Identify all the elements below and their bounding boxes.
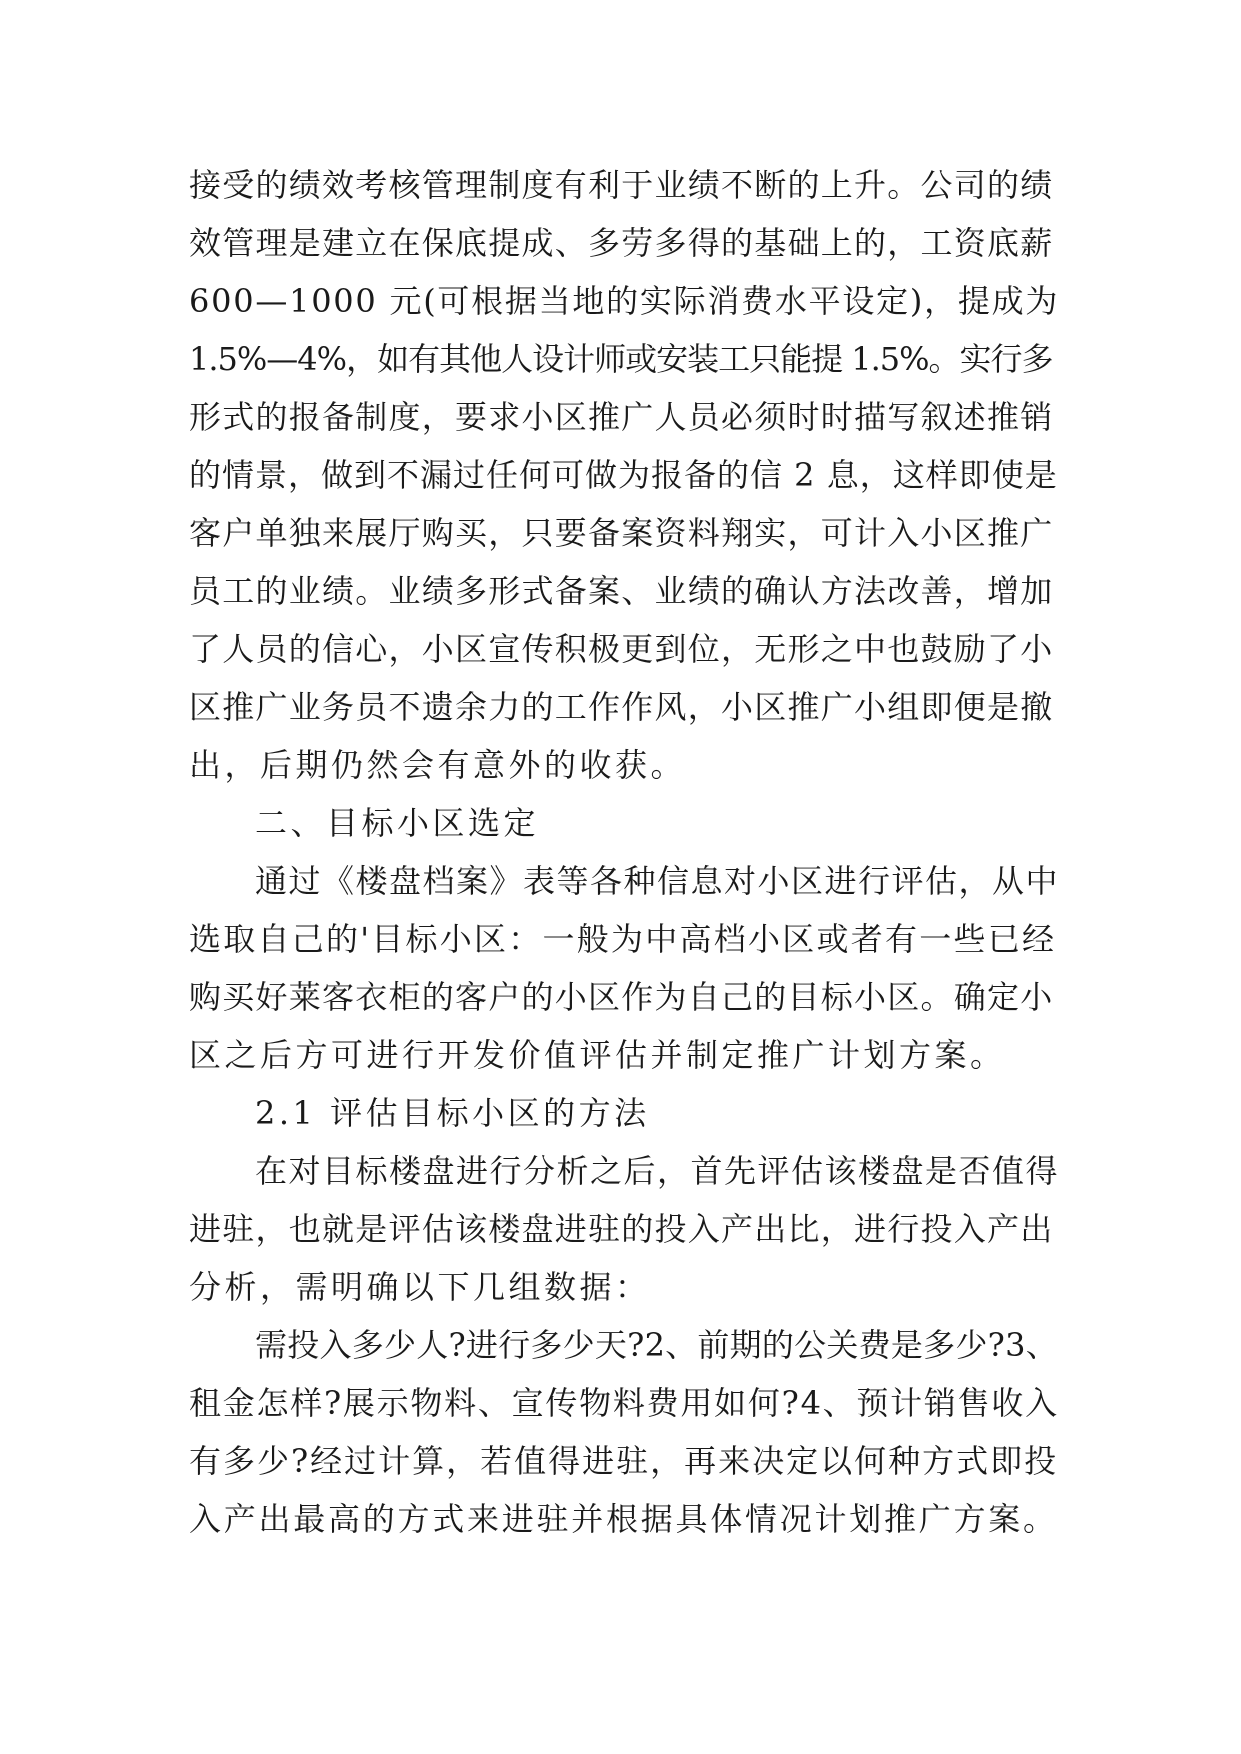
text-line: 有多少?经过计算，若值得进驻，再来决定以何种方式即投 — [189, 1442, 1059, 1480]
text-line: 形式的报备制度，要求小区推广人员必须时时描写叙述推销 — [189, 398, 1054, 436]
text-line: 的情景，做到不漏过任何可做为报备的信 2 息，这样即使是 — [189, 456, 1058, 494]
text-line: 客户单独来展厅购买，只要备案资料翔实，可计入小区推广 — [189, 514, 1054, 552]
text-line: 租金怎样?展示物料、宣传物料费用如何?4、预计销售收入 — [189, 1384, 1059, 1422]
text-line: 通过《楼盘档案》表等各种信息对小区进行评估，从中 — [255, 862, 1060, 900]
text-line: 员工的业绩。业绩多形式备案、业绩的确认方法改善，增加 — [189, 572, 1054, 610]
text-line: 进驻，也就是评估该楼盘进驻的投入产出比，进行投入产出 — [189, 1210, 1054, 1248]
text-line: 出，后期仍然会有意外的收获。 — [189, 746, 687, 784]
text-line: 二、目标小区选定 — [255, 804, 540, 842]
text-line: 600—1000 元(可根据当地的实际消费水平设定)，提成为 — [189, 282, 1060, 320]
text-line: 在对目标楼盘进行分析之后，首先评估该楼盘是否值得 — [255, 1152, 1060, 1190]
text-line: 效管理是建立在保底提成、多劳多得的基础上的，工资底薪 — [189, 224, 1054, 262]
text-line: 区之后方可进行开发价值评估并制定推广计划方案。 — [189, 1036, 1006, 1074]
text-line: 区推广业务员不遗余力的工作作风，小区推广小组即便是撤 — [189, 688, 1054, 726]
text-line: 入产出最高的方式来进驻并根据具体情况计划推广方案。 — [189, 1500, 1058, 1538]
text-line: 1.5%—4%，如有其他人设计师或安装工只能提 1.5%。实行多 — [189, 340, 1053, 378]
text-line: 分析，需明确以下几组数据： — [189, 1268, 651, 1306]
text-line: 接受的绩效考核管理制度有利于业绩不断的上升。公司的绩 — [189, 166, 1054, 204]
text-line: 需投入多少人?进行多少天?2、前期的公关费是多少?3、 — [255, 1326, 1058, 1364]
text-line: 2.1 评估目标小区的方法 — [255, 1094, 650, 1132]
text-line: 购买好莱客衣柜的客户的小区作为自己的目标小区。确定小 — [189, 978, 1054, 1016]
body-text — [189, 156, 1059, 1548]
text-line: 了人员的信心，小区宣传积极更到位，无形之中也鼓励了小 — [189, 630, 1054, 668]
text-line: 选取自己的'目标小区：一般为中高档小区或者有一些已经 — [189, 920, 1057, 958]
